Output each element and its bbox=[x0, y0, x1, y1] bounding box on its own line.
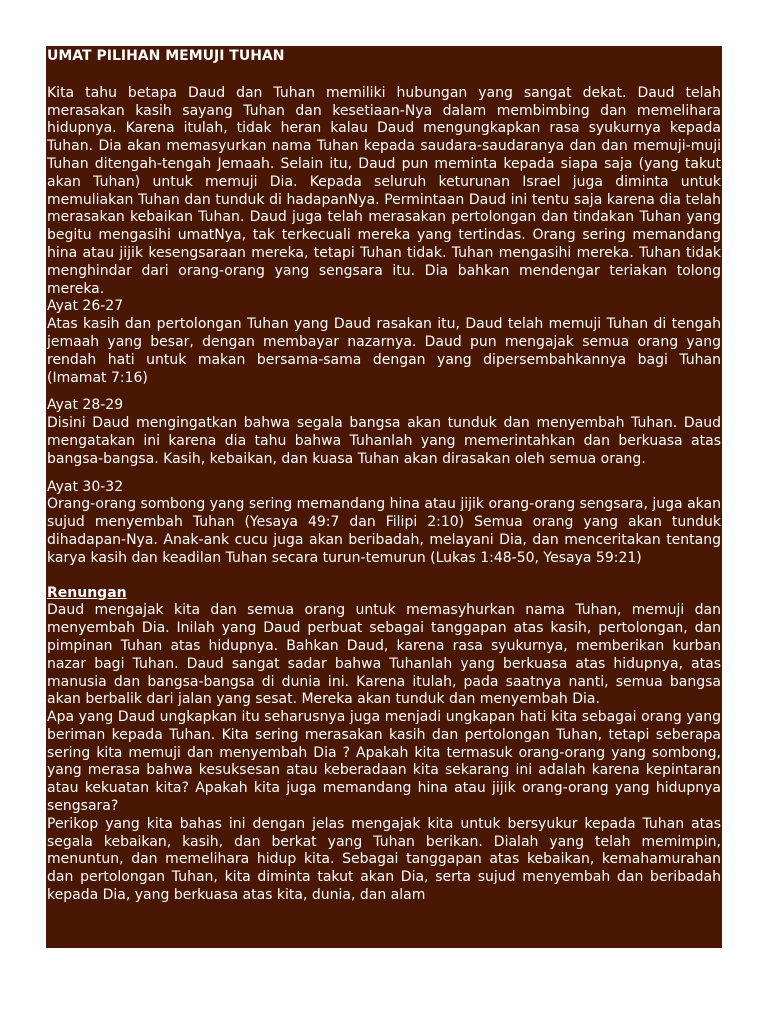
reflection-paragraph: Apa yang Daud ungkapkan itu seharusnya juga menjadi ungkapan hati kita sebagai orang yang beriman kepada Tuhan. Kita sering merasakan kasih dan pertolongan Tuhan, tetapi seberapa sering kita memuji dan menyembah Dia ? Apakah kita termasuk orang-orang yang sombong, yang merasa bahwa kesuksesan atau keberadaan kita sekarang ini adalah karena kepintaran atau kekuatan kita? Apakah kita juga memandang hina atau jijik orang-orang yang hidupnya sengsara? bbox=[47, 709, 721, 815]
reflection-heading: Renungan bbox=[47, 584, 127, 601]
verse-label: Ayat 26-27 bbox=[47, 298, 124, 315]
verse-label: Ayat 28-29 bbox=[47, 397, 124, 414]
document-page bbox=[46, 46, 722, 948]
verse-paragraph: Disini Daud mengingatkan bahwa segala bangsa akan tunduk dan menyembah Tuhan. Daud mengatakan ini karena dia tahu bahwa Tuhanlah yang memerintahkan dan berkuasa atas bangsa-bangsa. Kasih, kebaikan, dan kuasa Tuhan akan dirasakan oleh semua orang. bbox=[47, 415, 721, 467]
verse-paragraph: Orang-orang sombong yang sering memandang hina atau jijik orang-orang sengsara, juga akan sujud menyembah Tuhan (Yesaya 49:7 dan Filipi 2:10) Semua orang yang akan tunduk dihadapan-Nya. Anak-ank cucu juga akan beribadah, melayani Dia, dan menceritakan tentang karya kasih dan keadilan Tuhan secara turun-temurun (Lukas 1:48-50, Yesaya 59:21) bbox=[47, 496, 721, 566]
reflection-paragraph: Daud mengajak kita dan semua orang untuk memasyhurkan nama Tuhan, memuji dan menyembah Dia. Inilah yang Daud perbuat sebagai tanggapan atas kasih, pertolongan, dan pimpinan Tuhan atas hidupnya. Bahkan Daud, karena rasa syukurnya, memberikan kurban nazar bagi Tuhan. Daud sangat sadar bahwa Tuhanlah yang berkuasa atas hidupnya, atas manusia dan bangsa-bangsa di dunia ini. Karena itulah, pada saatnya nanti, semua bangsa akan berbalik dari jalan yang sesat. Mereka akan tunduk dan menyembah Dia. bbox=[47, 602, 721, 708]
intro-paragraph: Kita tahu betapa Daud dan Tuhan memiliki hubungan yang sangat dekat. Daud telah merasakan kasih sayang Tuhan dan kesetiaan-Nya dalam membimbing dan memelihara hidupnya. Karena itulah, tidak heran kalau Daud mengungkapkan rasa syukurnya kepada Tuhan. Dia akan memasyurkan nama Tuhan kepada saudara-saudaranya dan dan memuji-muji Tuhan ditengah-tengah Jemaah. Selain itu, Daud pun meminta kepada siapa saja (yang takut akan Tuhan) untuk memuji Dia. Kepada seluruh keturunan Israel juga diminta untuk memuliakan Tuhan dan tunduk di hadapanNya. Permintaan Daud ini tentu saja karena dia telah merasakan kebaikan Tuhan. Daud juga telah merasakan pertolongan dan tindakan Tuhan yang begitu mengasihi umatNya, tak terkecuali mereka yang tertindas. Orang sering memandang hina atau jijik kesengsaraan mereka, tetapi Tuhan tidak. Tuhan mengasihi mereka. Tuhan tidak menghindar dari orang-orang yang sengsara itu. Dia bahkan mendengar teriakan tolong mereka. bbox=[47, 84, 721, 297]
verse-label: Ayat 30-32 bbox=[47, 478, 124, 495]
verse-paragraph: Atas kasih dan pertolongan Tuhan yang Daud rasakan itu, Daud telah memuji Tuhan di tengah jemaah yang besar, dengan membayar nazarnya. Daud pun mengajak semua orang yang rendah hati untuk makan bersama-sama dengan yang dipersembahkannya bagi Tuhan (Imamat 7:16) bbox=[47, 316, 721, 386]
reflection-paragraph: Perikop yang kita bahas ini dengan jelas mengajak kita untuk bersyukur kepada Tuhan atas segala kebaikan, kasih, dan berkat yang Tuhan berikan. Dialah yang telah memimpin, menuntun, dan memelihara hidup kita. Sebagai tanggapan atas kebaikan, kemahamurahan dan pertolongan Tuhan, kita diminta takut akan Dia, serta sujud menyembah dan beribadah kepada Dia, yang berkuasa atas kita, dunia, dan alam bbox=[47, 815, 721, 904]
document-title: UMAT PILIHAN MEMUJI TUHAN bbox=[47, 48, 285, 64]
